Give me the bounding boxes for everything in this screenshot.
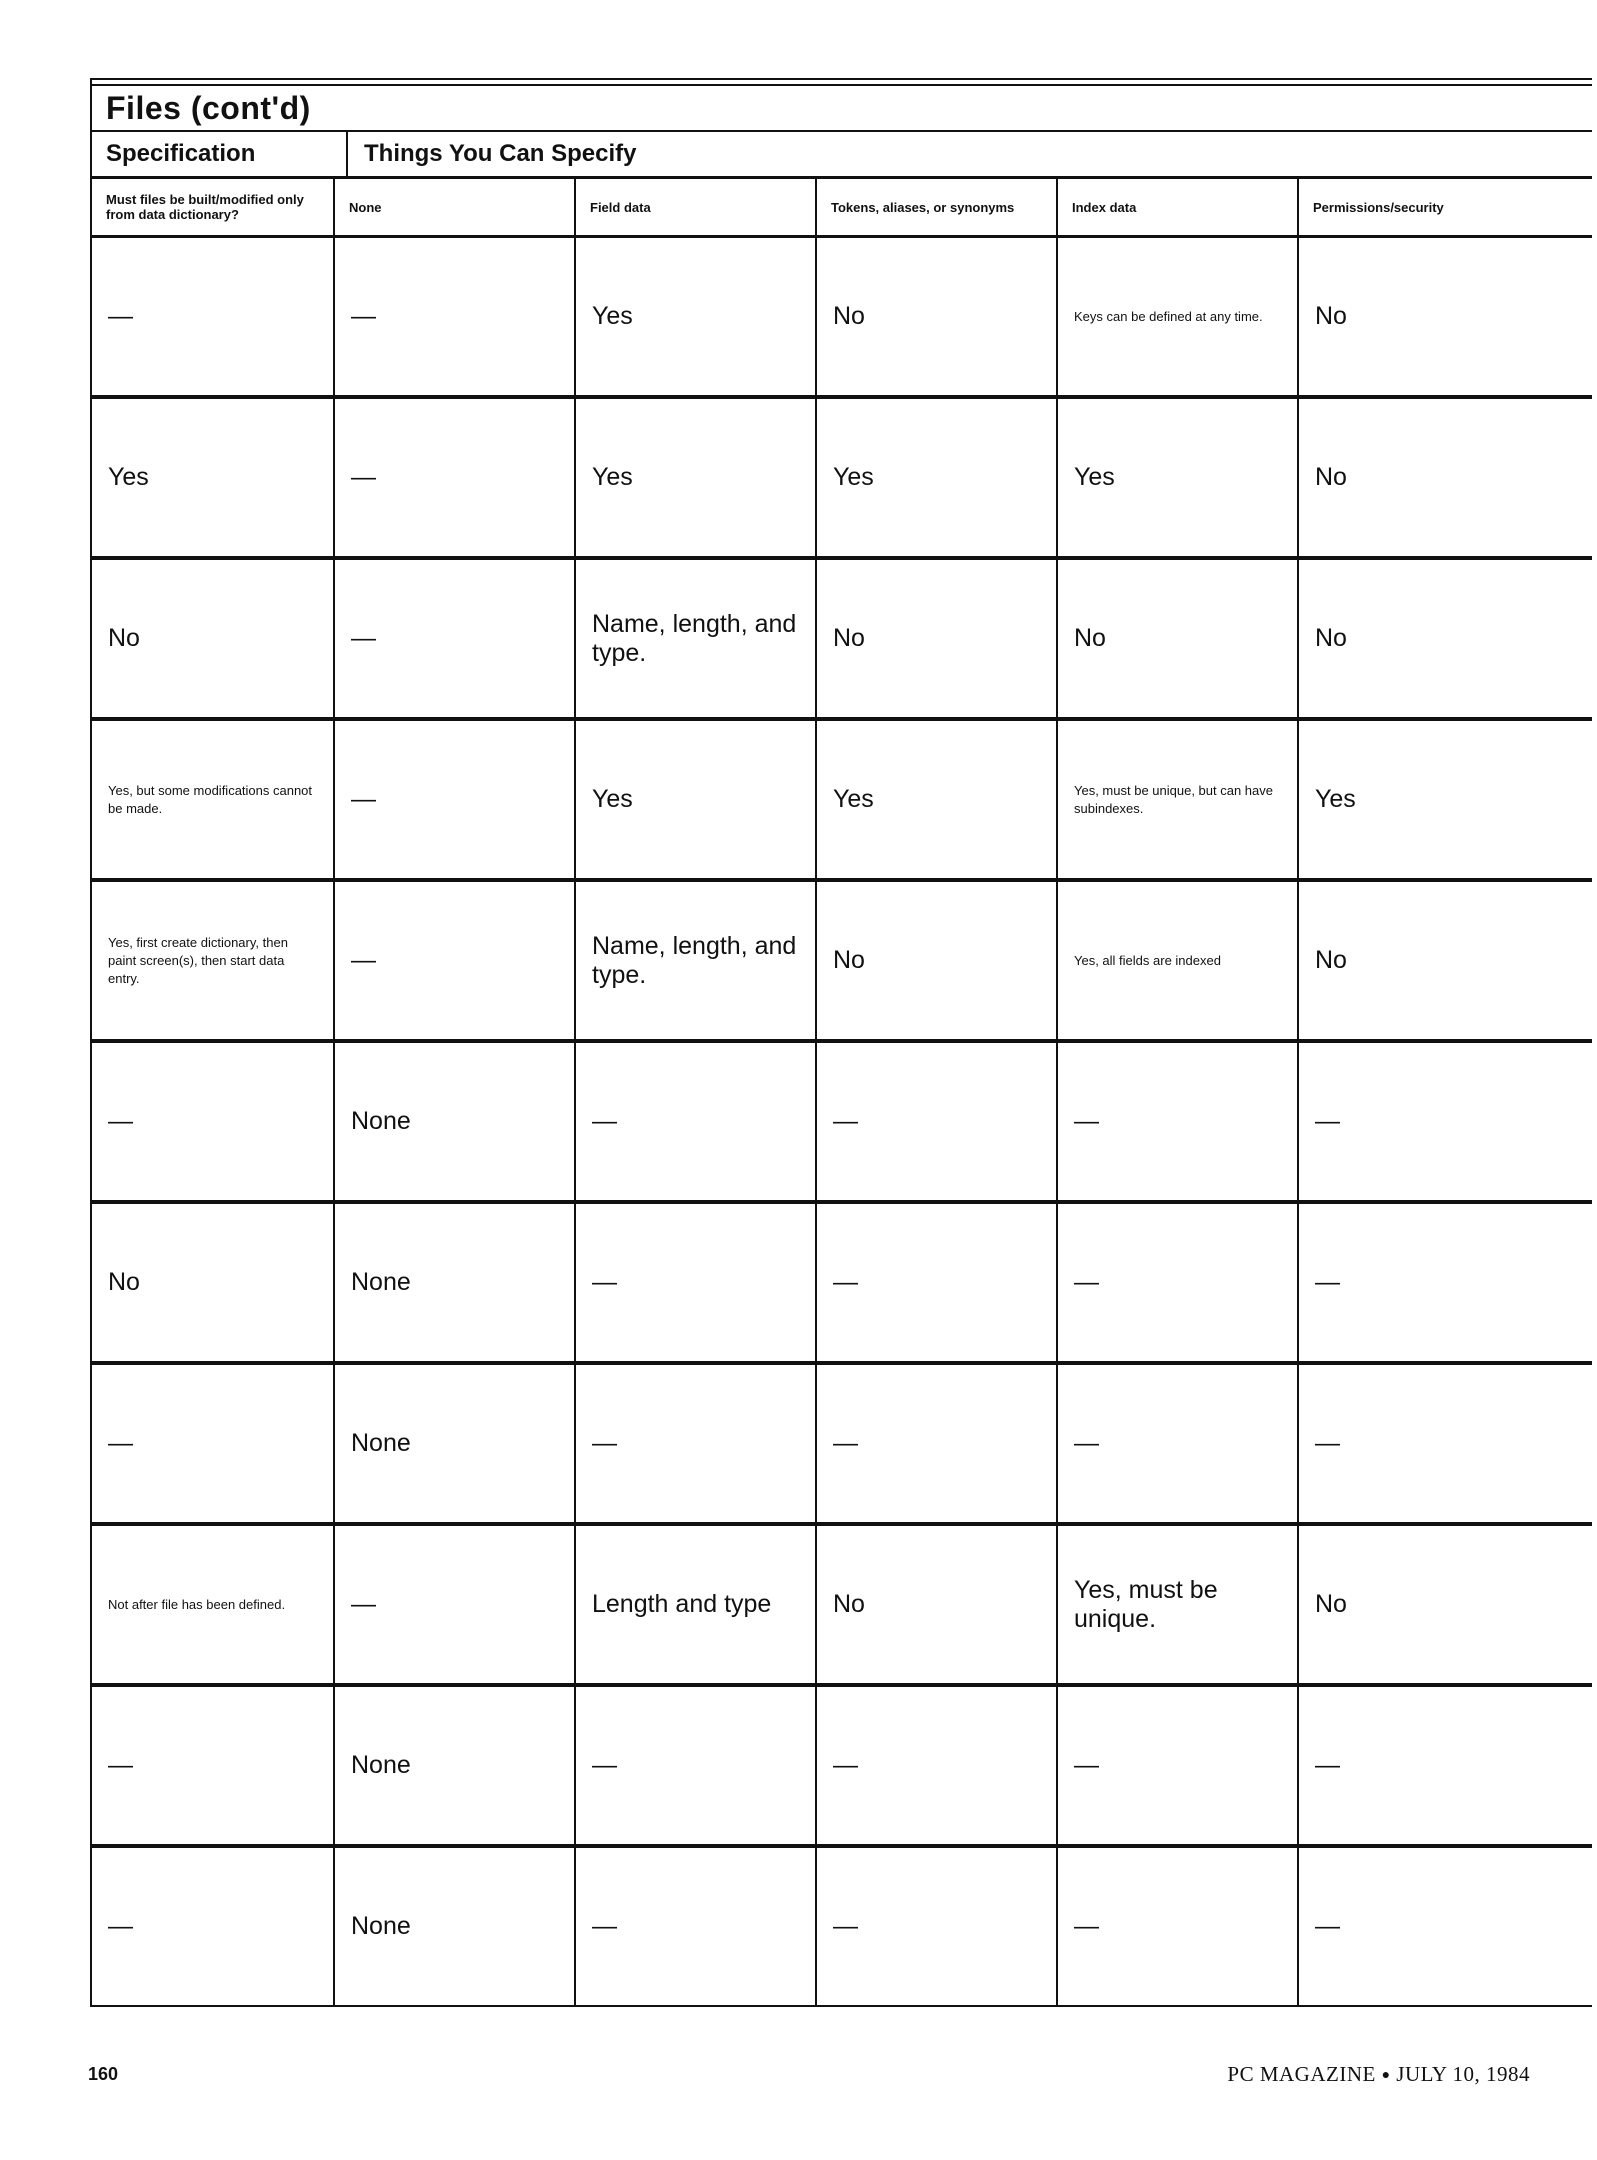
- column-header: None: [334, 179, 575, 237]
- table-cell: —: [816, 1846, 1057, 2006]
- table-cell: None: [334, 1846, 575, 2006]
- table-row: [92, 719, 1592, 880]
- section-title: Files (cont'd): [106, 89, 311, 126]
- bullet-icon: ●: [1381, 2068, 1391, 2084]
- table-cell: No: [1298, 880, 1592, 1041]
- column-header: Tokens, aliases, or synonyms: [816, 179, 1057, 237]
- table-row: [92, 1202, 1592, 1363]
- column-header: Field data: [575, 179, 816, 237]
- table-row: [92, 1685, 1592, 1846]
- table-cell: None: [334, 1685, 575, 1846]
- table-cell: Yes, must be unique.: [1057, 1524, 1298, 1685]
- table-cell: Yes: [575, 397, 816, 558]
- table-cell: —: [92, 1846, 334, 2006]
- table-cell: —: [334, 1524, 575, 1685]
- table-cell: —: [92, 1685, 334, 1846]
- comparison-table-sheet: [90, 78, 1592, 2007]
- table-cell: —: [334, 880, 575, 1041]
- table-cell: —: [334, 397, 575, 558]
- spec-header-row: [92, 132, 1592, 179]
- table-cell: No: [92, 1202, 334, 1363]
- table-cell: Yes: [92, 397, 334, 558]
- table-cell: —: [92, 237, 334, 398]
- table-cell: None: [334, 1041, 575, 1202]
- table-cell: —: [92, 1041, 334, 1202]
- table-cell: Keys can be defined at any time.: [1057, 237, 1298, 398]
- table-cell: None: [334, 1363, 575, 1524]
- table-cell: —: [575, 1846, 816, 2006]
- column-header: Index data: [1057, 179, 1298, 237]
- table-row: [92, 237, 1592, 398]
- table-cell: —: [816, 1363, 1057, 1524]
- table-cell: Yes: [575, 237, 816, 398]
- column-header: Must files be built/modified only from data dictionary?: [92, 179, 334, 237]
- table-cell: Yes: [1057, 397, 1298, 558]
- table-row: [92, 397, 1592, 558]
- table-cell: Yes: [816, 397, 1057, 558]
- table-cell: Yes, but some modifications cannot be made.: [92, 719, 334, 880]
- table-cell: Name, length, and type.: [575, 880, 816, 1041]
- table-cell: —: [1298, 1685, 1592, 1846]
- table-cell: —: [1057, 1202, 1298, 1363]
- table-cell: —: [575, 1041, 816, 1202]
- table-cell: Length and type: [575, 1524, 816, 1685]
- files-table: [92, 179, 1592, 2007]
- table-body: [92, 237, 1592, 2007]
- table-cell: —: [1057, 1685, 1298, 1846]
- title-row: [92, 84, 1592, 132]
- table-cell: None: [334, 1202, 575, 1363]
- column-header: Permissions/security: [1298, 179, 1592, 237]
- table-cell: —: [816, 1041, 1057, 1202]
- table-cell: —: [1298, 1202, 1592, 1363]
- top-rule: [92, 78, 1592, 80]
- table-cell: —: [1057, 1363, 1298, 1524]
- table-cell: —: [1057, 1846, 1298, 2006]
- table-cell: —: [1298, 1846, 1592, 2006]
- table-cell: —: [92, 1363, 334, 1524]
- column-header-row: [92, 179, 1592, 237]
- table-cell: —: [575, 1685, 816, 1846]
- table-cell: Yes: [816, 719, 1057, 880]
- specification-header: Specification: [92, 132, 348, 176]
- publication-name: PC MAGAZINE: [1227, 2062, 1376, 2086]
- table-cell: —: [1057, 1041, 1298, 1202]
- table-cell: Yes: [1298, 719, 1592, 880]
- table-cell: —: [575, 1363, 816, 1524]
- table-cell: —: [816, 1202, 1057, 1363]
- running-footer: [1227, 2062, 1530, 2087]
- table-cell: —: [1298, 1363, 1592, 1524]
- page-number: 160: [88, 2064, 119, 2084]
- table-cell: Yes, first create dictionary, then paint screen(s), then start data entry.: [92, 880, 334, 1041]
- table-cell: No: [816, 558, 1057, 719]
- table-cell: —: [575, 1202, 816, 1363]
- things-you-can-specify-header: Things You Can Specify: [364, 140, 637, 167]
- issue-date: JULY 10, 1984: [1396, 2062, 1530, 2086]
- table-cell: —: [334, 558, 575, 719]
- table-cell: Name, length, and type.: [575, 558, 816, 719]
- table-cell: —: [334, 719, 575, 880]
- table-row: [92, 1524, 1592, 1685]
- table-cell: No: [816, 1524, 1057, 1685]
- table-cell: No: [1298, 237, 1592, 398]
- table-cell: No: [1298, 397, 1592, 558]
- table-cell: Yes, all fields are indexed: [1057, 880, 1298, 1041]
- table-cell: No: [1298, 1524, 1592, 1685]
- table-cell: —: [334, 237, 575, 398]
- table-cell: Yes: [575, 719, 816, 880]
- table-cell: —: [816, 1685, 1057, 1846]
- table-cell: No: [1298, 558, 1592, 719]
- table-row: [92, 1846, 1592, 2006]
- table-cell: No: [1057, 558, 1298, 719]
- table-cell: Not after file has been defined.: [92, 1524, 334, 1685]
- table-cell: —: [1298, 1041, 1592, 1202]
- table-row: [92, 558, 1592, 719]
- table-cell: Yes, must be unique, but can have subindexes.: [1057, 719, 1298, 880]
- table-row: [92, 1041, 1592, 1202]
- table-cell: No: [816, 880, 1057, 1041]
- table-cell: No: [816, 237, 1057, 398]
- table-row: [92, 1363, 1592, 1524]
- table-cell: No: [92, 558, 334, 719]
- table-row: [92, 880, 1592, 1041]
